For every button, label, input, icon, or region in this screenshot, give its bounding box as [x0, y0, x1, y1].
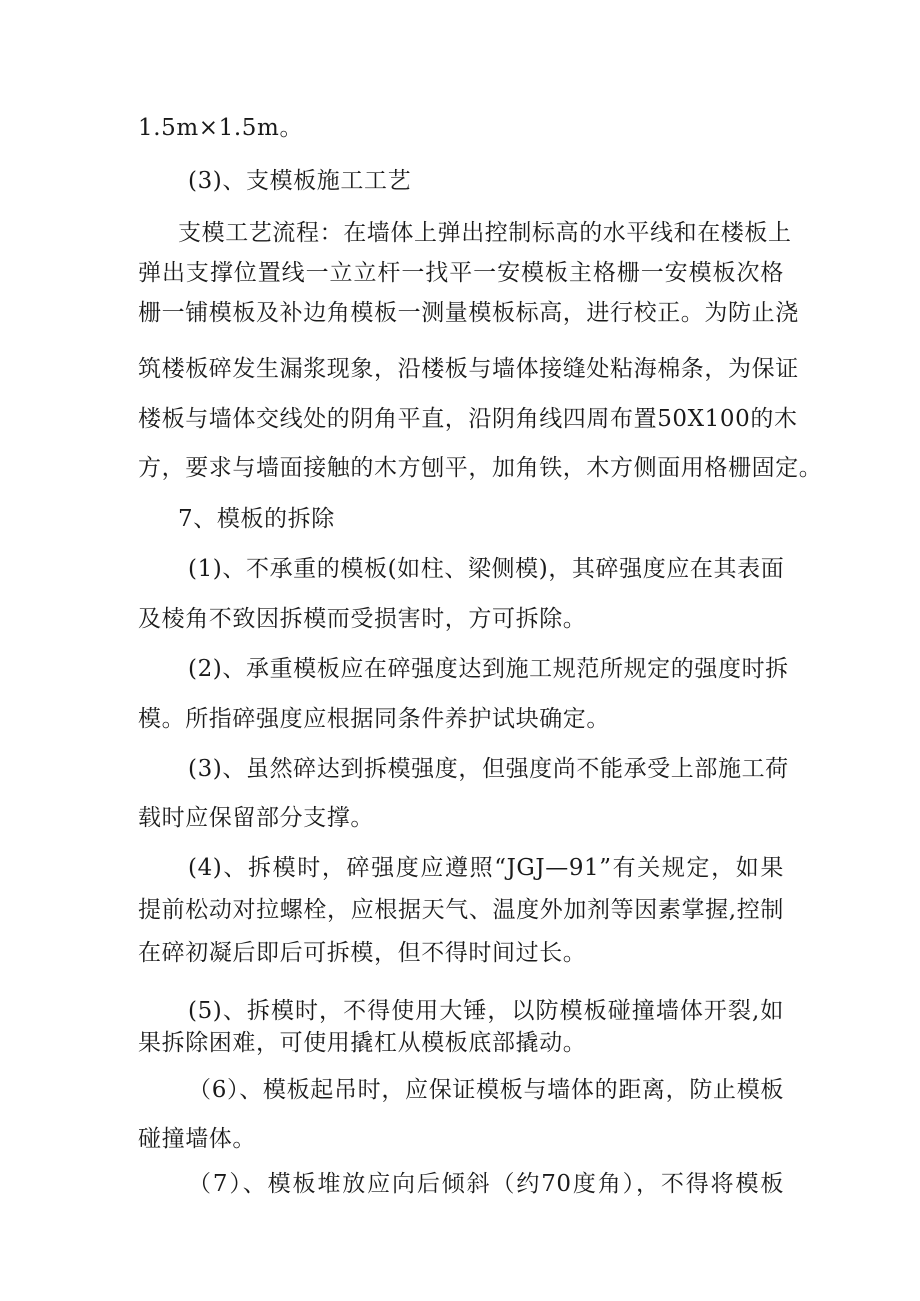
text-line: (1)、不承重的模板(如柱、梁侧模)，其碎强度应在其表面 — [188, 556, 785, 582]
text-line: (5)、拆模时，不得使用大锤，以防模板碰撞墙体开裂,如 — [188, 998, 784, 1024]
text-line: 提前松动对拉螺栓，应根据天气、温度外加剂等因素掌握,控制 — [138, 897, 784, 923]
text-line: (4)、拆模时，碎强度应遵照“JGJ—91”有关规定，如果 — [188, 855, 784, 881]
text-line: 载时应保留部分支撑。 — [138, 805, 374, 831]
text-line: 筑楼板碎发生漏浆现象，沿楼板与墙体接缝处粘海棉条，为保证 — [138, 356, 799, 382]
section-heading: (3)、支模板施工工艺 — [188, 168, 412, 194]
text-line: 栅一铺模板及补边角模板一测量模板标高，进行校正。为防止浇 — [138, 300, 799, 326]
text-line: 碰撞墙体。 — [138, 1126, 256, 1152]
text-line: (2)、承重模板应在碎强度达到施工规范所规定的强度时拆 — [188, 656, 789, 682]
text-line: 及棱角不致因拆模而受损害时，方可拆除。 — [138, 606, 587, 632]
text-line: 弹出支撑位置线一立立杆一找平一安模板主格栅一安模板次格 — [138, 260, 784, 286]
text-line: （6）、模板起吊时，应保证模板与墙体的距离，防止模板 — [188, 1077, 784, 1103]
text-line: 方，要求与墙面接触的木方刨平，加角铁，木方侧面用格栅固定。 — [138, 455, 823, 481]
text-line: 模。所指碎强度应根据同条件养护试块确定。 — [138, 706, 610, 732]
section-heading: 7、模板的拆除 — [178, 506, 335, 532]
text-line: 果拆除困难，可使用撬杠从模板底部撬动。 — [138, 1030, 587, 1056]
text-line: 1.5m×1.5m。 — [138, 115, 304, 141]
text-line: 楼板与墙体交线处的阴角平直，沿阴角线四周布置50X100的木 — [138, 406, 798, 432]
text-line: 支模工艺流程：在墙体上弹出控制标高的水平线和在楼板上 — [178, 220, 792, 246]
text-line: （7）、模板堆放应向后倾斜（约70度角），不得将模板 — [188, 1171, 784, 1197]
text-line: 在碎初凝后即后可拆模，但不得时间过长。 — [138, 940, 587, 966]
text-line: (3)、虽然碎达到拆模强度，但强度尚不能承受上部施工荷 — [188, 756, 789, 782]
